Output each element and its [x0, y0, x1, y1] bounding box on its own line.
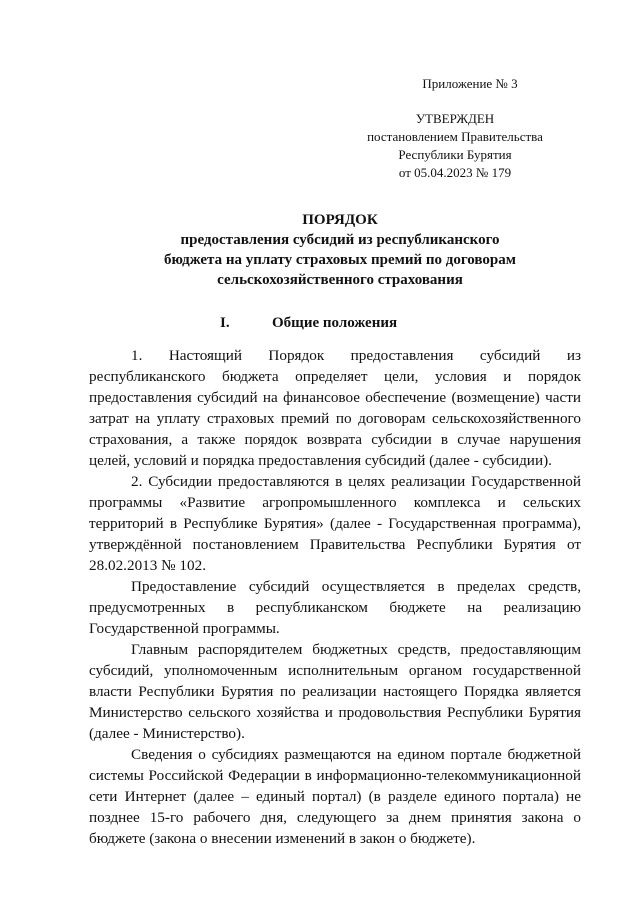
- title-line-2: бюджета на уплату страховых премий по договорам: [164, 252, 516, 268]
- paragraph: 1. Настоящий Порядок предоставления субсидий из республиканского бюджета определяет цели, условия и порядок предоставления субсидий на финансовое обеспечение (возмещение) части затрат на уплату страховых премий по договорам сельскохозяйственного страхования, а также порядок возврата субсидии в случае нарушения целей, условий и порядка предоставления субсидий (далее - субсидии).: [89, 347, 581, 469]
- title-line-1: предоставления субсидий из республиканского: [180, 232, 500, 248]
- paragraph: 2. Субсидии предоставляются в целях реализации Государственной программы «Развитие агропромышленного комплекса и сельских территорий в Республике Бурятия» (далее - Государственная программа), утверждённой постановлением Правительства Республики Бурятия от 28.02.2013 № 102.: [89, 473, 581, 574]
- body-text: [89, 345, 581, 849]
- title-main: ПОРЯДОК: [302, 212, 378, 228]
- approval-block: [355, 75, 555, 182]
- approval-date: от 05.04.2023 № 179: [398, 165, 512, 180]
- paragraph: Сведения о субсидиях размещаются на едином портале бюджетной системы Российской Федерации в информационно-телекоммуникационной сети Интернет (далее – единый портал) (в разделе единого портала) не позднее 15-го рабочего дня, следующего за днем принятия закона о бюджете (закона о внесении изменений в закон о бюджете).: [89, 746, 581, 847]
- approved-label: УТВЕРЖДЕН: [415, 111, 495, 126]
- paragraph: Главным распорядителем бюджетных средств, предоставляющим субсидий, уполномоченным исполнительным органом государственной власти Республики Бурятия по реализации настоящего Порядка является Министерство сельского хозяйства и продовольствия Республики Бурятия (далее - Министерство).: [89, 641, 581, 742]
- approval-line-1: постановлением Правительства: [367, 129, 543, 144]
- section-heading: [220, 313, 397, 333]
- section-number: I.: [220, 315, 230, 331]
- paragraph: Предоставление субсидий осуществляется в пределах средств, предусмотренных в республиканском бюджете на реализацию Государственной программы.: [89, 578, 581, 637]
- title-line-3: сельскохозяйственного страхования: [217, 272, 463, 288]
- section-title: Общие положения: [272, 315, 398, 331]
- approval-line-2: Республики Бурятия: [398, 147, 512, 162]
- appendix-number: Приложение № 3: [422, 76, 518, 91]
- document-title: [100, 210, 580, 290]
